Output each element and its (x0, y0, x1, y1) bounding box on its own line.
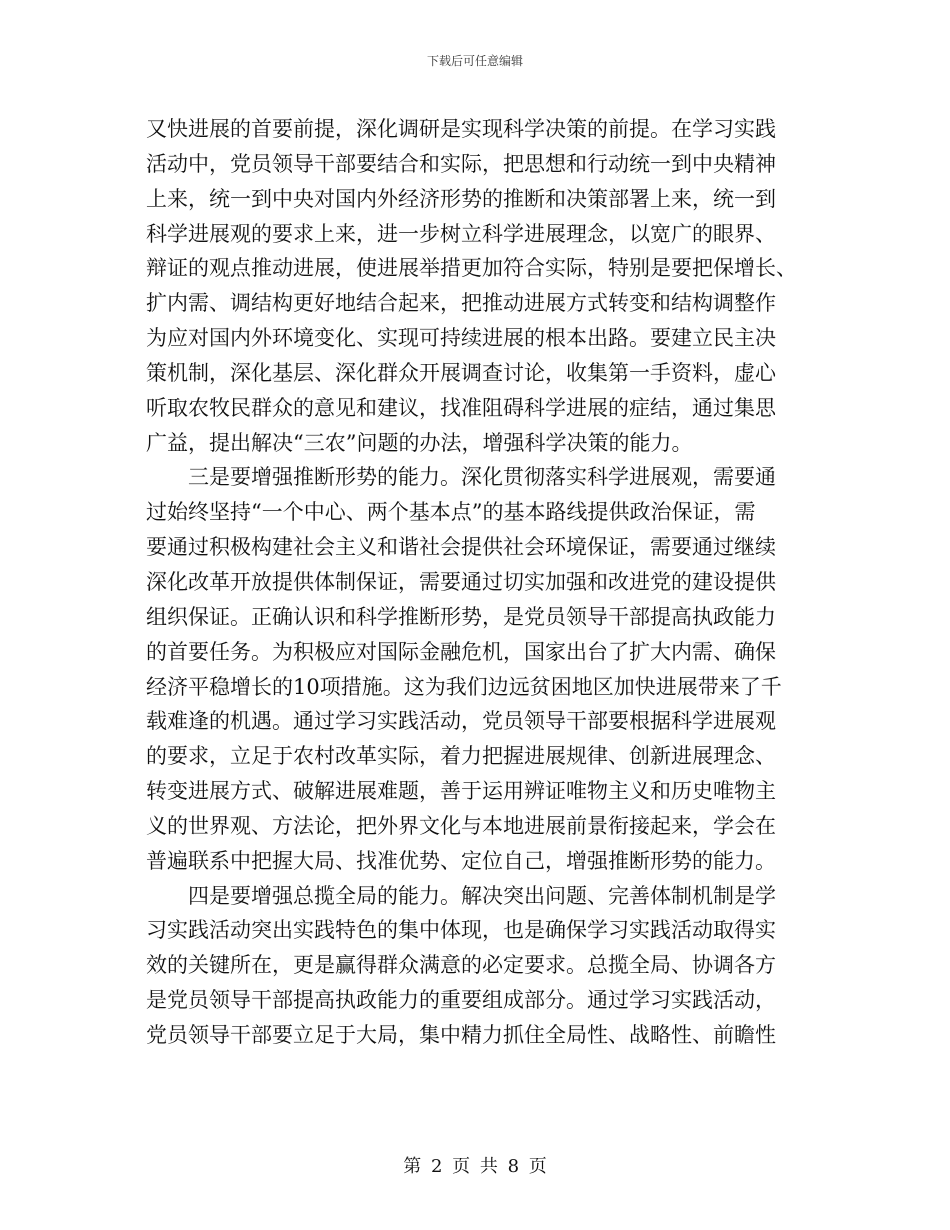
text-line: 四是要增强总揽全局的能力。解决突出问题、完善体制机制是学 (188, 883, 776, 908)
text-line: 深化改革开放提供体制保证，需要通过切实加强和改进党的建设提供 (146, 569, 776, 594)
text-line: 听取农牧民群众的意见和建议，找准阻碍科学进展的症结，通过集思 (146, 395, 776, 420)
paragraph-2 (146, 460, 806, 878)
text-line: 普遍联系中把握大局、找准优势、定位自己，增强推断形势的能力。 (146, 848, 776, 873)
text-line: 组织保证。正确认识和科学推断形势，是党员领导干部提高执政能力 (146, 604, 776, 629)
text-line: 辩证的观点推动进展，使进展举措更加符合实际，特别是要把保增长、 (146, 256, 797, 281)
text-line: 为应对国内外环境变化、实现可持续进展的根本出路。要建立民主决 (146, 326, 776, 351)
text-line: 经济平稳增长的10项措施。这为我们边远贫困地区加快进展带来了千 (146, 674, 782, 699)
text-line: 习实践活动突出实践特色的集中体现，也是确保学习实践活动取得实 (146, 918, 776, 943)
text-line: 载难逢的机遇。通过学习实践活动，党员领导干部要根据科学进展观 (146, 709, 776, 734)
text-line: 活动中，党员领导干部要结合和实际，把思想和行动统一到中央精神 (146, 151, 776, 176)
text-line: 义的世界观、方法论，把外界文化与本地进展前景衔接起来，学会在 (146, 813, 776, 838)
page-number-footer: 第 2 页 共 8 页 (403, 1156, 547, 1177)
text-line: 过始终坚持“一个中心、两个基本点”的基本路线提供政治保证，需 (146, 500, 756, 525)
text-line: 上来，统一到中央对国内外经济形势的推断和决策部署上来，统一到 (146, 186, 776, 211)
text-line: 三是要增强推断形势的能力。深化贯彻落实科学进展观，需要通 (188, 465, 776, 490)
text-line: 的首要任务。为积极应对国际金融危机，国家出台了扩大内需、确保 (146, 639, 776, 664)
text-line: 科学进展观的要求上来，进一步树立科学进展理念，以宽广的眼界、 (146, 221, 776, 246)
text-line: 广益，提出解决“三农”问题的办法，增强科学决策的能力。 (146, 430, 693, 455)
paragraph-3 (146, 879, 806, 1053)
text-line: 策机制，深化基层、深化群众开展调查讨论，收集第一手资料，虚心 (146, 360, 776, 385)
text-line: 是党员领导干部提高执政能力的重要组成部分。通过学习实践活动， (146, 988, 776, 1013)
text-line: 转变进展方式、破解进展难题，善于运用辨证唯物主义和历史唯物主 (146, 779, 776, 804)
text-line: 又快进展的首要前提，深化调研是实现科学决策的前提。在学习实践 (146, 117, 776, 141)
paragraph-1 (146, 112, 806, 460)
text-line: 的要求，立足于农村改革实际，着力把握进展规律、创新进展理念、 (146, 744, 776, 769)
text-line: 效的关键所在，更是赢得群众满意的必定要求。总揽全局、协调各方 (146, 953, 776, 978)
text-line: 要通过积极构建社会主义和谐社会提供社会环境保证，需要通过继续 (146, 535, 776, 560)
document-body (146, 112, 806, 1053)
text-line: 扩内需、调结构更好地结合起来，把推动进展方式转变和结构调整作 (146, 291, 776, 316)
page-header: 下载后可任意编辑 (426, 54, 523, 68)
text-line: 党员领导干部要立足于大局，集中精力抓住全局性、战略性、前瞻性 (146, 1022, 776, 1047)
